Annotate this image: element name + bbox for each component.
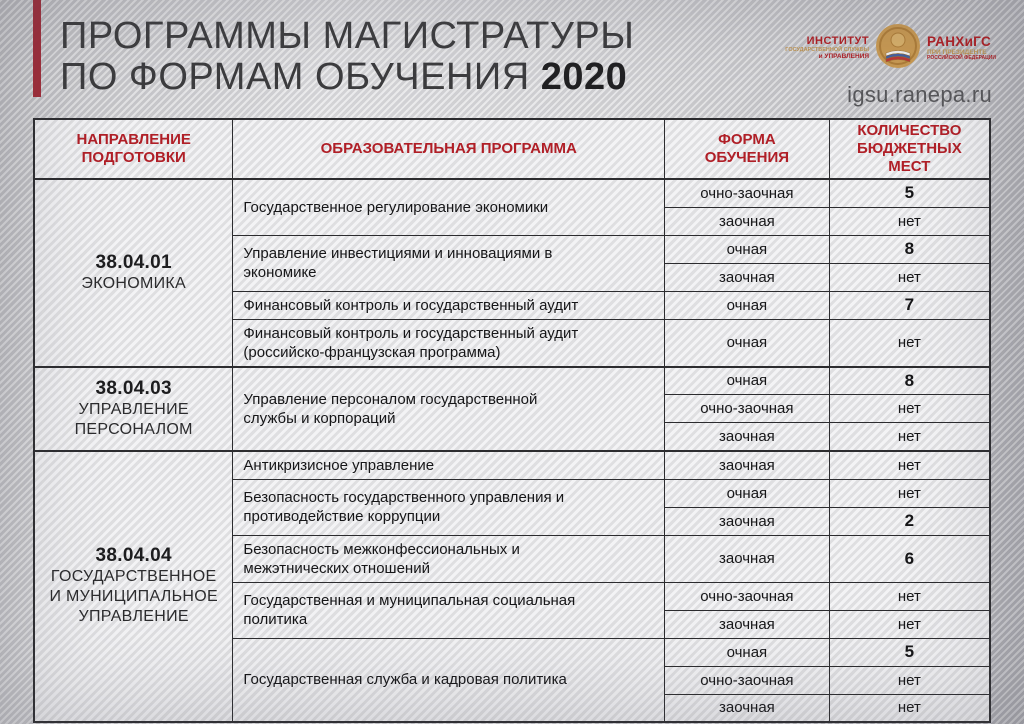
places-cell: нет	[829, 207, 990, 235]
website-url: igsu.ranepa.ru	[847, 82, 992, 107]
form-cell: заочная	[665, 694, 830, 722]
program-cell	[233, 638, 665, 722]
places-cell: 5	[829, 638, 990, 666]
form-cell: очно-заочная	[665, 582, 830, 610]
places-cell: нет	[829, 451, 990, 480]
ranepa-emblem-icon	[874, 22, 922, 75]
program-name: Безопасность межконфессиональных и межэтнических отношений	[243, 540, 520, 577]
places-cell: 8	[829, 367, 990, 395]
program-cell	[233, 367, 665, 451]
program-cell	[233, 451, 665, 480]
form-cell: заочная	[665, 507, 830, 535]
col-header-form: ФОРМА ОБУЧЕНИЯ	[665, 119, 830, 179]
direction-code: 38.04.01	[95, 251, 172, 273]
program-cell	[233, 319, 665, 367]
direction-cell	[34, 367, 233, 451]
header-row	[34, 119, 990, 179]
program-name: Финансовый контроль и государственный аудит	[243, 296, 579, 314]
program-name: Финансовый контроль и государственный аудит (российско-французская программа)	[243, 324, 579, 361]
form-cell: очная	[665, 479, 830, 507]
page-title-line2: ПО ФОРМАМ ОБУЧЕНИЯ 2020	[60, 56, 628, 98]
logo-right-text: РАНХиГС ПРИ ПРЕЗИДЕНТЕ РОССИЙСКОЙ ФЕДЕРАЦИИ	[927, 34, 996, 62]
programs-table-body	[34, 179, 990, 722]
logo-left-text: ИНСТИТУТ ГОСУДАРСТВЕННОЙ СЛУЖБЫ и УПРАВЛЕНИЯ	[785, 35, 870, 60]
form-cell: заочная	[665, 610, 830, 638]
form-cell: очно-заочная	[665, 179, 830, 207]
page-title-line1: ПРОГРАММЫ МАГИСТРАТУРЫ	[60, 15, 635, 57]
direction-name: УПРАВЛЕНИЕ ПЕРСОНАЛОМ	[74, 400, 193, 438]
programs-table	[33, 118, 991, 723]
places-cell: нет	[829, 479, 990, 507]
form-cell: очная	[665, 367, 830, 395]
program-name: Безопасность государственного управления и противодействие коррупции	[243, 489, 565, 525]
program-cell	[233, 179, 665, 235]
form-cell: очно-заочная	[665, 666, 830, 694]
form-cell: заочная	[665, 423, 830, 451]
direction-code: 38.04.03	[95, 377, 172, 399]
places-cell: нет	[829, 263, 990, 291]
form-cell: заочная	[665, 263, 830, 291]
page-title	[60, 16, 634, 98]
direction-name: ЭКОНОМИКА	[81, 274, 186, 292]
program-name: Управление инвестициями и инновациями в экономике	[243, 245, 553, 281]
program-cell	[233, 535, 665, 582]
form-cell: заочная	[665, 535, 830, 582]
form-cell: очная	[665, 291, 830, 319]
places-cell: 6	[829, 535, 990, 582]
direction-cell	[34, 179, 233, 367]
places-cell: 2	[829, 507, 990, 535]
direction-code: 38.04.04	[95, 545, 172, 567]
form-cell: очно-заочная	[665, 395, 830, 423]
accent-red-bar	[33, 0, 41, 97]
title-year: 2020	[540, 56, 628, 98]
places-cell: нет	[829, 666, 990, 694]
table-row	[34, 367, 990, 395]
ranepa-logo	[785, 22, 996, 75]
program-name: Государственная и муниципальная социальная политика	[243, 592, 576, 628]
program-cell	[233, 291, 665, 319]
form-cell: заочная	[665, 207, 830, 235]
places-cell: нет	[829, 395, 990, 423]
places-cell: нет	[829, 694, 990, 722]
form-cell: заочная	[665, 451, 830, 480]
places-cell: 7	[829, 291, 990, 319]
program-cell	[233, 235, 665, 291]
col-header-program: ОБРАЗОВАТЕЛЬНАЯ ПРОГРАММА	[233, 119, 665, 179]
program-name: Государственная служба и кадровая политика	[243, 671, 567, 689]
form-cell: очная	[665, 235, 830, 263]
places-cell: нет	[829, 319, 990, 367]
program-cell	[233, 479, 665, 535]
direction-cell	[34, 451, 233, 723]
program-name: Управление персоналом государственной службы и корпораций	[243, 390, 538, 427]
col-header-places: КОЛИЧЕСТВО БЮДЖЕТНЫХ МЕСТ	[829, 119, 990, 179]
form-cell: очная	[665, 319, 830, 367]
col-header-direction: НАПРАВЛЕНИЕ ПОДГОТОВКИ	[34, 119, 233, 179]
direction-name: ГОСУДАРСТВЕННОЕ И МУНИЦИПАЛЬНОЕ УПРАВЛЕНИЕ	[49, 568, 218, 626]
table-row	[34, 451, 990, 480]
places-cell: нет	[829, 610, 990, 638]
form-cell: очная	[665, 638, 830, 666]
program-cell	[233, 582, 665, 638]
table-row	[34, 179, 990, 207]
program-name: Государственное регулирование экономики	[243, 198, 549, 216]
program-name: Антикризисное управление	[243, 456, 435, 474]
places-cell: 8	[829, 235, 990, 263]
places-cell: нет	[829, 423, 990, 451]
programs-table-header	[34, 119, 990, 179]
places-cell: 5	[829, 179, 990, 207]
places-cell: нет	[829, 582, 990, 610]
